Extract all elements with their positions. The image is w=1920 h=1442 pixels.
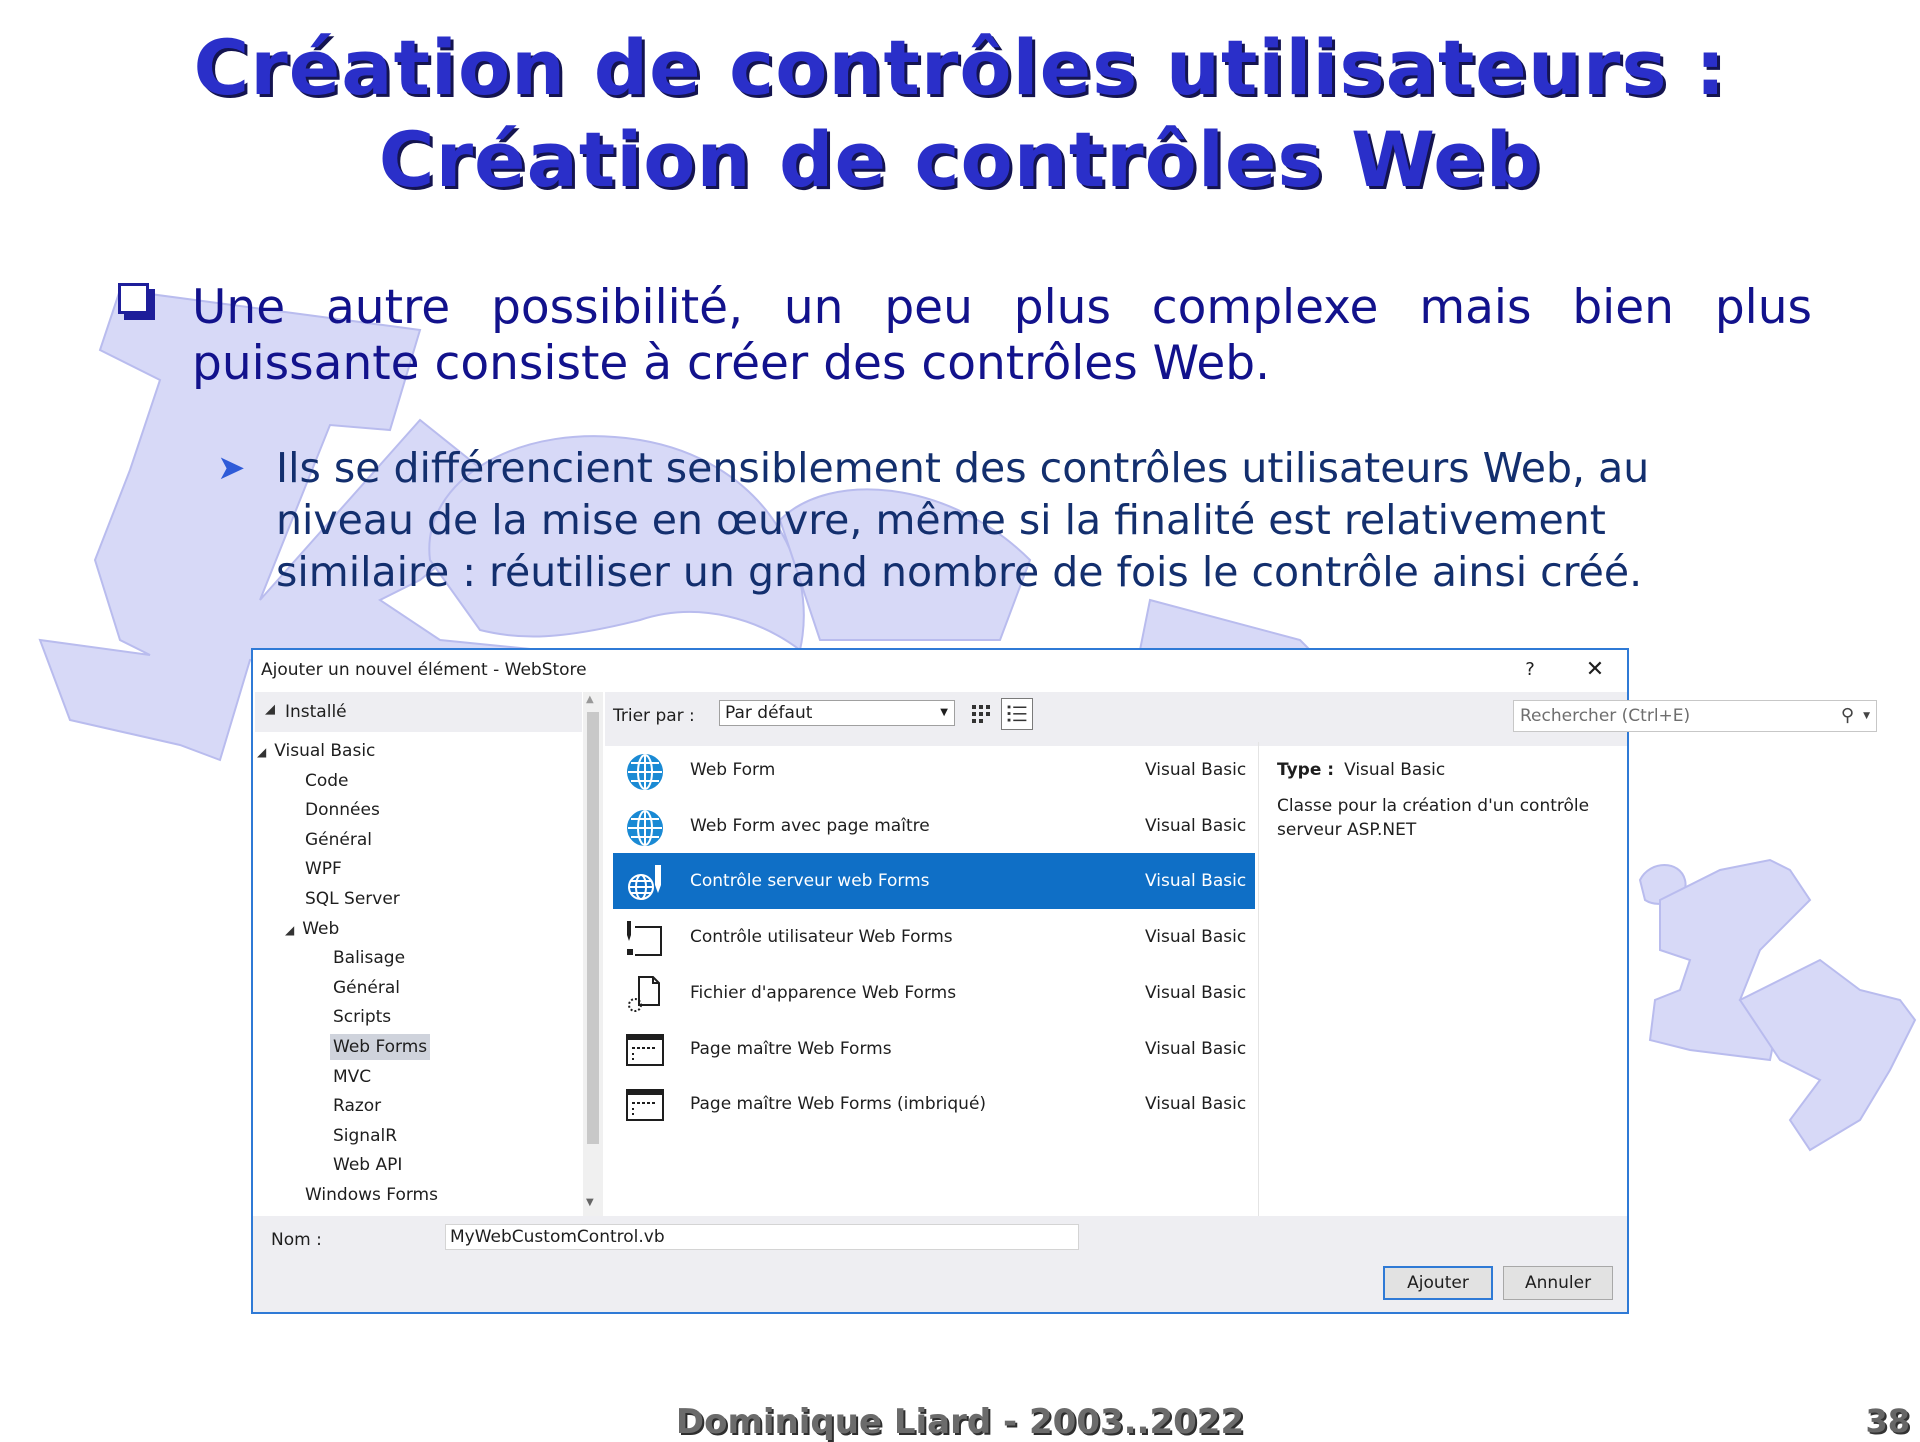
list-view-icon[interactable] <box>1001 698 1033 730</box>
template-name: Page maître Web Forms (imbriqué) <box>690 1094 987 1115</box>
tree-item-label: Général <box>305 829 372 850</box>
template-language: Visual Basic <box>1145 927 1247 948</box>
skin-file-icon <box>625 975 665 1015</box>
paragraph-2-line-2: niveau de la mise en œuvre, même si la finalité est relativement <box>276 496 1606 544</box>
installed-label: Installé <box>285 702 347 722</box>
page-number: 38 <box>1865 1402 1910 1440</box>
expand-triangle-icon[interactable]: ◢ <box>285 922 295 937</box>
template-language: Visual Basic <box>1145 760 1247 780</box>
tree-item-label: Web Forms <box>333 1037 428 1057</box>
tree-item-label: Scripts <box>333 1007 392 1028</box>
template-row[interactable] <box>613 965 1255 1021</box>
paragraph-1 <box>192 280 1812 392</box>
template-row[interactable] <box>613 1076 1255 1132</box>
tree-item[interactable] <box>333 945 405 971</box>
paragraph-1-line-1: Une autre possibilité, un peu plus complexe mais bien plus <box>192 280 1812 335</box>
search-icon[interactable]: ⚲ <box>1840 705 1854 726</box>
template-row[interactable] <box>613 742 1255 798</box>
template-name: Fichier d'apparence Web Forms <box>690 982 957 1003</box>
tree-item[interactable] <box>333 1093 381 1119</box>
grid-view-icon[interactable] <box>969 702 993 726</box>
detail-type-label: Type : <box>1277 760 1335 780</box>
help-button[interactable]: ? <box>1525 659 1535 680</box>
slide-title <box>0 22 1920 206</box>
paragraph-1-line-2: puissante consiste à créer des contrôles Web. <box>192 336 1271 391</box>
template-name: Page maître Web Forms <box>690 1038 892 1059</box>
close-button[interactable]: ✕ <box>1585 657 1605 682</box>
master-page-icon <box>625 1086 665 1126</box>
name-input[interactable] <box>445 1224 1079 1250</box>
template-language: Visual Basic <box>1145 871 1247 892</box>
add-button[interactable]: Ajouter <box>1383 1266 1493 1300</box>
footer-author: Dominique Liard - 2003..2022 <box>675 1402 1245 1442</box>
tree-item[interactable] <box>305 797 380 823</box>
tree-item[interactable] <box>305 856 342 882</box>
name-label: Nom : <box>271 1230 322 1250</box>
search-dropdown-icon[interactable]: ▼ <box>1863 711 1870 721</box>
template-name: Contrôle utilisateur Web Forms <box>690 927 953 948</box>
tree-item-label: Visual Basic <box>274 741 376 761</box>
tree-item-label: SQL Server <box>305 889 400 909</box>
tree-item[interactable] <box>333 975 400 1001</box>
globe-icon <box>625 752 665 792</box>
tree-item[interactable] <box>305 1182 438 1208</box>
tree-item[interactable] <box>305 768 349 794</box>
tree-item[interactable] <box>305 886 400 912</box>
tree-item-label: Code <box>305 770 349 791</box>
template-row[interactable] <box>613 909 1255 965</box>
title-line-2: Création de contrôles Web <box>378 115 1542 204</box>
sort-select[interactable] <box>719 700 955 726</box>
scroll-thumb[interactable] <box>587 712 599 1144</box>
pane-divider <box>1258 742 1259 1218</box>
sort-toolbar <box>605 692 1870 746</box>
tree-item-label: Web API <box>333 1155 403 1176</box>
scroll-down-icon[interactable]: ▼ <box>586 1197 594 1208</box>
template-name: Contrôle serveur web Forms <box>690 871 930 892</box>
tree-scrollbar[interactable] <box>583 692 603 1216</box>
tree-item[interactable] <box>333 1004 391 1030</box>
expand-triangle-icon[interactable]: ◢ <box>257 745 267 759</box>
name-bar <box>253 1216 1627 1312</box>
sort-value: Par défaut <box>725 703 813 723</box>
search-input[interactable] <box>1513 700 1877 732</box>
template-row[interactable] <box>613 853 1255 909</box>
tree-item[interactable] <box>333 1152 402 1178</box>
server-control-icon <box>625 863 665 903</box>
dialog-title: Ajouter un nouvel élément - WebStore <box>261 660 587 680</box>
installed-header[interactable] <box>255 692 582 732</box>
template-language: Visual Basic <box>1145 1094 1247 1115</box>
globe-icon <box>625 808 665 848</box>
sort-label: Trier par : <box>613 706 695 726</box>
tree-item-label: Web <box>302 918 340 939</box>
collapse-triangle-icon: ◢ <box>265 702 275 717</box>
search-placeholder: Rechercher (Ctrl+E) <box>1520 706 1691 726</box>
tree-item[interactable] <box>333 1123 397 1149</box>
details-pane <box>1277 760 1617 842</box>
template-row[interactable] <box>613 1021 1255 1077</box>
add-new-item-dialog <box>251 648 1870 1314</box>
tree-item-label: SignalR <box>333 1125 398 1146</box>
paragraph-2-line-1: Ils se différencient sensiblement des contrôles utilisateurs Web, au <box>276 444 1650 492</box>
tree-item-label: MVC <box>333 1066 372 1087</box>
tree-item-label: Razor <box>333 1096 382 1117</box>
tree-item[interactable] <box>333 1064 371 1090</box>
detail-type-value: Visual Basic <box>1344 760 1446 780</box>
tree-item[interactable] <box>257 738 375 764</box>
title-line-1: Création de contrôles utilisateurs : <box>193 23 1727 112</box>
tree-item-label: Balisage <box>333 948 406 969</box>
template-language: Visual Basic <box>1145 1038 1247 1059</box>
cancel-button[interactable]: Annuler <box>1503 1266 1613 1300</box>
template-list <box>613 742 1255 1218</box>
chevron-down-icon: ▼ <box>940 707 948 718</box>
name-value: MyWebCustomControl.vb <box>450 1227 665 1247</box>
detail-desc-line-2: serveur ASP.NET <box>1277 820 1417 840</box>
detail-desc-line-1: Classe pour la création d'un contrôle <box>1277 796 1590 816</box>
template-language: Visual Basic <box>1145 815 1247 836</box>
paragraph-2-line-3: similaire : réutiliser un grand nombre de fois le contrôle ainsi créé. <box>276 548 1643 596</box>
tree-item-label: Général <box>333 977 400 998</box>
detail-description <box>1277 794 1617 842</box>
tree-item-label: WPF <box>305 859 342 880</box>
arrow-bullet-icon: ➤ <box>217 448 246 488</box>
tree-item[interactable] <box>305 827 372 853</box>
scroll-up-icon[interactable]: ▲ <box>586 694 594 705</box>
master-page-icon <box>625 1031 665 1071</box>
detail-type <box>1277 760 1617 780</box>
template-name: Web Form <box>690 760 776 780</box>
template-language: Visual Basic <box>1145 982 1247 1003</box>
tree-item[interactable] <box>330 1034 430 1060</box>
square-bullet-icon <box>118 283 154 319</box>
tree-item-label: Windows Forms <box>305 1185 438 1205</box>
category-pane <box>255 692 582 1216</box>
tree-item-label: Données <box>305 800 380 821</box>
template-name: Web Form avec page maître <box>690 815 930 836</box>
paragraph-2 <box>276 442 1836 598</box>
template-row[interactable] <box>613 798 1255 854</box>
tree-item[interactable] <box>285 916 339 942</box>
user-control-icon <box>625 919 665 959</box>
